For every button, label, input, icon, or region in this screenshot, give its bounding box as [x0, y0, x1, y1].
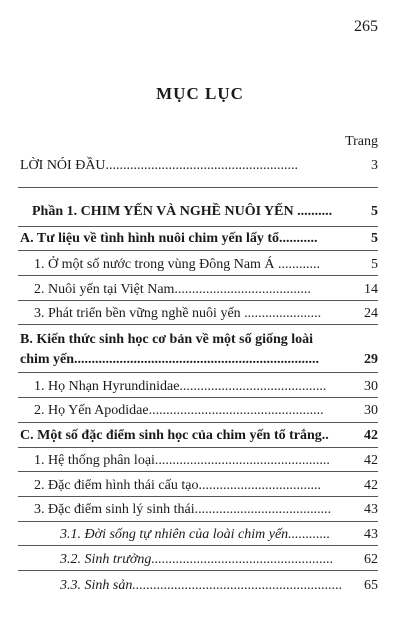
toc-label: 1. Ở một số nước trong vùng Đông Nam Á ............ — [34, 257, 321, 272]
toc-entry — [0, 282, 400, 302]
toc-label: 3.2. Sinh trưởng.................................................... — [60, 552, 334, 567]
toc-entry-preface — [0, 158, 400, 178]
section-divider — [18, 545, 378, 546]
toc-page: 65 — [364, 578, 378, 593]
toc-label: LỜI NÓI ĐẦU....................................................... — [20, 158, 299, 173]
toc-page: 14 — [364, 282, 378, 297]
section-divider — [18, 324, 378, 325]
toc-entry-subsection — [0, 578, 400, 598]
toc-entry-subsection — [0, 527, 400, 547]
section-divider — [18, 187, 378, 188]
section-divider — [18, 300, 378, 301]
section-divider — [18, 226, 378, 227]
toc-label: 1. Họ Nhạn Hyrundinidae.......................................... — [34, 379, 327, 394]
toc-entry — [0, 403, 400, 423]
section-divider — [18, 397, 378, 398]
toc-label: 2. Nuôi yến tại Việt Nam....................................... — [34, 282, 311, 297]
toc-label: 2. Họ Yến Apodidae.................................................. — [34, 403, 324, 418]
toc-entry — [0, 257, 400, 277]
section-divider — [18, 372, 378, 373]
toc-label: A. Tư liệu về tình hình nuôi chim yến lấy tổ........... — [20, 231, 318, 246]
toc-page: 30 — [364, 403, 378, 418]
toc-page: 43 — [364, 527, 378, 542]
section-divider — [18, 496, 378, 497]
toc-page: 5 — [371, 257, 378, 272]
toc-page: 43 — [364, 502, 378, 517]
section-divider — [18, 471, 378, 472]
toc-entry — [0, 306, 400, 326]
toc-label: Phần 1. CHIM YẾN VÀ NGHỀ NUÔI YẾN .......... — [32, 204, 333, 219]
toc-entry — [0, 502, 400, 522]
toc-entry — [0, 453, 400, 473]
toc-page: 42 — [364, 478, 378, 493]
toc-label-cont: chim yến...................................................................... — [20, 352, 320, 367]
toc-page: 42 — [364, 428, 378, 443]
toc-entry-section-a — [0, 231, 400, 251]
toc-page: 3 — [371, 158, 378, 173]
toc-page: 62 — [364, 552, 378, 567]
toc-page: 42 — [364, 453, 378, 468]
toc-entry-section-c — [0, 428, 400, 448]
toc-label: B. Kiến thức sinh học cơ bản về một số giống loài — [20, 332, 314, 347]
toc-label: 2. Đặc điểm hình thái cấu tạo................................... — [34, 478, 321, 493]
page-number: 265 — [354, 18, 378, 35]
toc-label: 3.1. Đời sống tự nhiên của loài chim yến............ — [60, 527, 331, 542]
section-divider — [18, 275, 378, 276]
section-divider — [18, 447, 378, 448]
toc-label: 1. Hệ thống phân loại.................................................. — [34, 453, 330, 468]
toc-page: 24 — [364, 306, 378, 321]
toc-page: 5 — [371, 204, 378, 219]
toc-label: C. Một số đặc điểm sinh học của chim yến tổ trắng.. — [20, 428, 329, 443]
toc-page: 5 — [371, 231, 378, 246]
page-title: MỤC LỤC — [156, 84, 244, 103]
toc-entry — [0, 478, 400, 498]
toc-label: 3. Đặc điểm sinh lý sinh thái....................................... — [34, 502, 332, 517]
toc-entry — [0, 379, 400, 399]
toc-entry-part-1 — [0, 204, 400, 224]
page-column-header: Trang — [345, 134, 378, 149]
section-divider — [18, 250, 378, 251]
toc-page: 29 — [364, 352, 378, 367]
toc-label: 3. Phát triển bền vững nghề nuôi yến ...................... — [34, 306, 322, 321]
toc-label: 3.3. Sinh sản............................................................ — [60, 578, 343, 593]
section-divider — [18, 570, 378, 571]
section-divider — [18, 521, 378, 522]
toc-entry-subsection — [0, 552, 400, 572]
toc-page: 30 — [364, 379, 378, 394]
toc-entry-section-b — [0, 332, 400, 372]
section-divider — [18, 422, 378, 423]
